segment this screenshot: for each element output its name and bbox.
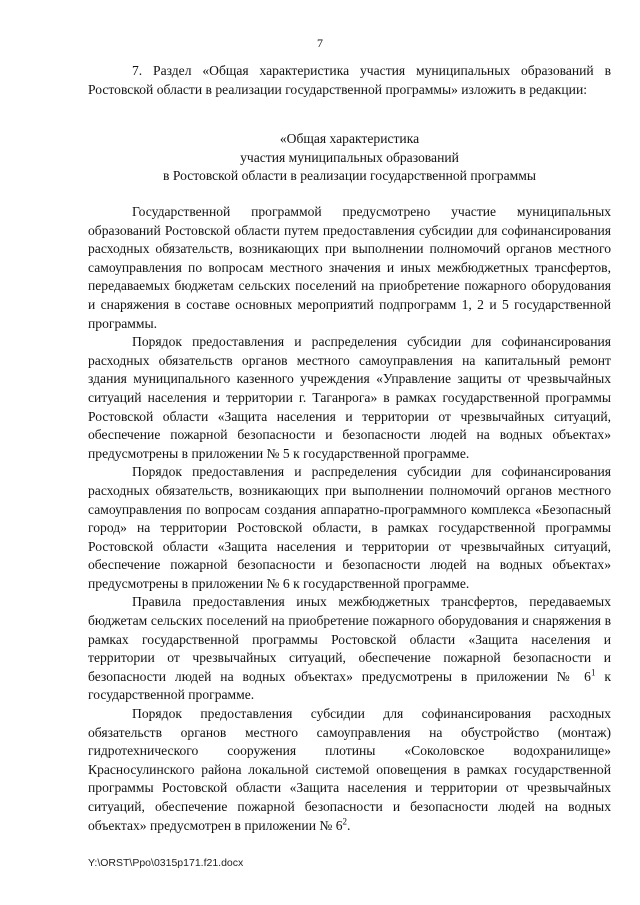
section-body xyxy=(88,203,611,835)
paragraph-2: Порядок предоставления и распределения субсидии для софинансирования расходных обязательств органов местного самоуправления на капитальный ремонт здания муниципального казенного учреждения «Управление защиты от чрезвычайных ситуаций населения и территории г. Таганрога» в рамках государственной программы Ростовской области «Защита населения и территории от чрезвычайных ситуаций, обеспечение пожарной безопасности и безопасности людей на водных объектах» предусмотрены в приложении № 5 к государственной программе. xyxy=(88,334,611,461)
paragraph-1: Государственной программой предусмотрено участие муниципальных образований Ростовской области путем предоставления субсидии для софинансирования расходных обязательств, возникающих при выполнении полномочий органов местного самоуправления по вопросам местного значения и иных межбюджетных трансфертов, передаваемых бюджетам сельских поселений на приобретение пожарного оборудования и снаряжения в составе основных мероприятий подпрограмм 1, 2 и 5 государственной программы. xyxy=(88,204,611,331)
paragraph-5-text: Порядок предоставления субсидии для софинансирования расходных обязательств органов местного самоуправления на обустройство (монтаж) гидротехнического сооружения плотины «Соколовское водохранилище» Красносулинского района локальной системой оповещения в рамках государственной программы Ростовской области «Защита населения и территории от чрезвычайных ситуаций, обеспечение пожарной безопасности и безопасности людей на водных объектах» предусмотрен в приложении № 6 xyxy=(88,706,611,833)
footer-file-path: Y:\ORST\Ppo\0315p171.f21.docx xyxy=(88,857,244,869)
intro-paragraph: 7. Раздел «Общая характеристика участия муниципальных образований в Ростовской области в реализации государственной программы» изложить в редакции: xyxy=(88,63,611,97)
heading-line-2: участия муниципальных образований xyxy=(240,149,459,165)
paragraph-5-tail: . xyxy=(347,817,351,833)
paragraph-4-text: Правила предоставления иных межбюджетных трансфертов, передаваемых бюджетам сельских поселений на приобретение пожарного оборудования и снаряжения в рамках государственной программы Ростовской области «Защита населения и территории от чрезвычайных ситуаций, обеспечение пожарной безопасности и безопасности людей на водных объектах» предусмотрены в приложении № 6 xyxy=(88,594,611,684)
heading-line-1: «Общая характеристика xyxy=(279,131,420,146)
section-heading xyxy=(88,130,611,186)
paragraph-4 xyxy=(88,593,611,705)
paragraph-5-superscript: 2 xyxy=(342,816,348,827)
page-number: 7 xyxy=(317,36,323,50)
heading-line-3: в Ростовской области в реализации государственной программы xyxy=(163,168,536,184)
paragraph-3: Порядок предоставления и распределения субсидии для софинансирования расходных обязательств, возникающих при выполнении полномочий органов местного самоуправления по вопросам создания аппаратно-программного комплекса «Безопасный город» на территории Ростовской области, в рамках государственной программы Ростовской области «Защита населения и территории от чрезвычайных ситуаций, обеспечение пожарной безопасности и безопасности людей на водных объектах» предусмотрены в приложении № 6 к государственной программе. xyxy=(88,464,611,591)
paragraph-5 xyxy=(88,705,611,835)
paragraph-4-superscript: 1 xyxy=(590,667,596,678)
intro-block xyxy=(88,62,611,99)
paragraph-4-tail: к государственной программе. xyxy=(88,668,611,703)
